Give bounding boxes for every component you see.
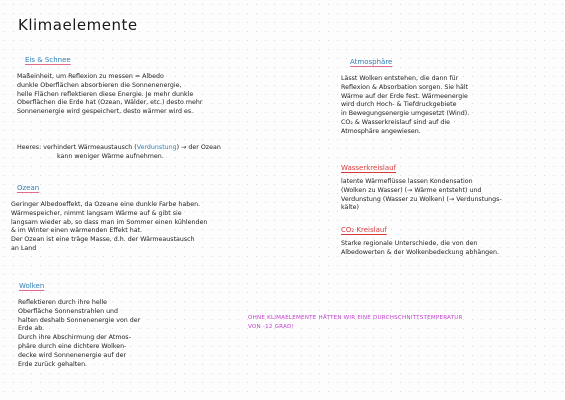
heading-wasserkreislauf: Wasserkreislauf [341,164,397,172]
text-line: Durch ihre Abschirmung der Atmos- [18,334,131,342]
text-line: phäre durch eine dichtere Wolken- [18,342,127,350]
text-line: Lässt Wolken entstehen, die dann für [341,75,459,82]
text-line: Reflexion & Absorbation sorgen. Sie hält [341,83,469,91]
text-line: (Wolken zu Wasser) (→ Wärme entsteht) und [341,186,482,194]
text-line: Erde ab. [18,325,45,333]
heeres-text-a: Heeres: verhindert Wärmeaustausch ( [17,144,137,151]
heeres-text-b: ) → der Ozean [176,144,221,151]
note-line: VON -12 GRAD! [248,323,294,330]
page-title: Klimaelemente [18,16,138,34]
text-line: dunkle Oberflächen absorbieren die Sonnenenergie, [17,81,182,89]
text-line: decke wird Sonnenenergie auf der [18,351,127,359]
note-line: OHNE KLIMAELEMENTE HÄTTEN WIR EINE DURCHSCHNITTSTEMPERATUR [248,315,463,321]
text-line: Maßeinheit, um Reflexion zu messen = Albedo [17,73,164,80]
text-line: Verdunstung (Wasser zu Wolken) (→ Verdunstungs- [341,195,502,203]
text-line: an Land [11,244,37,252]
text-line: Geringer Albedoeffekt, da Ozeane eine dunkle Farbe haben. [11,201,201,208]
text-line: helle Flächen reflektieren diese Energie. Je mehr dunkle [17,90,194,98]
text-line: langsam wieder ab, so dass man im Sommer einen kühlenden [11,218,208,226]
text-line: wird durch Hoch- & Tiefdruckgebiete [341,101,457,109]
heading-co2-kreislauf: CO₂ Kreislauf [341,226,387,234]
text-line: latente Wärmeflüsse lassen Kondensation [341,178,473,185]
atmosphaere-text [341,75,469,137]
ozean-text [11,201,207,254]
heeres-line [17,144,221,153]
text-line: halten deshalb Sonnenenergie von der [18,316,141,324]
summary-note [248,314,463,331]
eis-schnee-text [17,73,203,117]
heeres-line-2: kann weniger Wärme aufnehmen. [57,152,164,160]
co2-kreislauf-text [341,240,499,258]
text-line: kälte) [341,204,359,212]
text-line: Albedowerten & der Wolkenbedeckung abhängen. [341,248,500,256]
wolken-text [18,299,140,369]
heading-ozean: Ozean [17,184,40,192]
text-line: Reflektieren durch ihre helle [18,299,108,306]
heading-atmosphaere: Atmosphäre [350,58,393,66]
text-line: Atmosphäre angewiesen. [341,127,421,135]
verdunstung-highlight: Verdunstung [136,144,177,151]
text-line: Der Ozean ist eine träge Masse, d.h. der Wärmeaustausch [11,236,195,244]
text-line: Wärmespeicher, nimmt langsam Wärme auf & gibt sie [11,209,182,217]
heeres-note [17,144,221,162]
text-line: CO₂ & Wasserkreislauf sind auf die [341,118,451,126]
text-line: Sonnenenergie wird gespeichert, desto wärmer wird es. [17,108,194,116]
text-line: Starke regionale Unterschiede, die von den [341,240,478,247]
heading-wolken: Wolken [19,282,45,290]
text-line: Wärme auf der Erde fest. Wärmeenergie [341,92,468,100]
text-line: & im Winter einen wärmenden Effekt hat. [11,227,143,235]
text-line: Oberflächen die Erde hat (Ozean, Wälder, etc.) desto mehr [17,99,203,107]
text-line: in Bewegungsenergie umgesetzt (Wind). [341,110,470,118]
text-line: Erde zurück gehalten. [18,360,88,368]
text-line: Oberfläche Sonnenstrahlen und [18,307,119,315]
wasserkreislauf-text [341,178,502,213]
heading-eis-schnee: Eis & Schnee [25,56,71,64]
